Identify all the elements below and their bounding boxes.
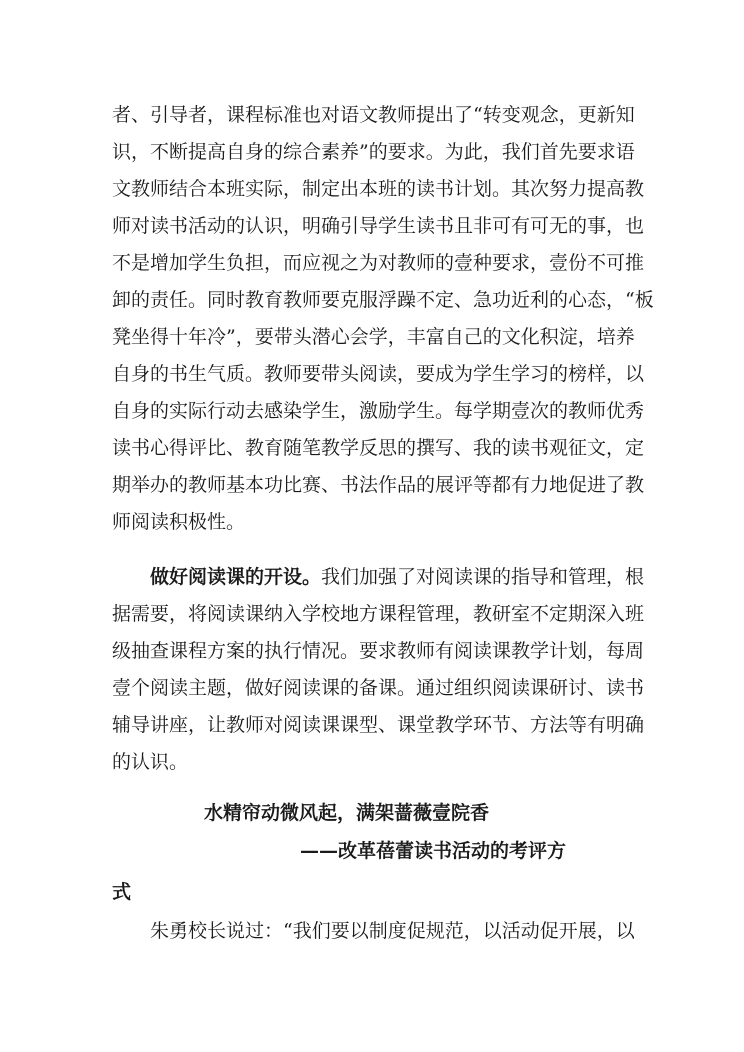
text-line: 级抽查课程方案的执行情况。要求教师有阅读课教学计划，每周 xyxy=(112,640,645,662)
paragraph-lead-rest: 我们加强了对阅读课的指导和管理，根 xyxy=(321,566,645,588)
section-subtitle-wrap: 式 xyxy=(112,881,132,903)
text-line: 读书心得评比、教育随笔教学反思的撰写、我的读书观征文，定 xyxy=(112,437,645,459)
text-line: 凳坐得十年冷”，要带头潜心会学，丰富自己的文化积淀，培养 xyxy=(112,326,635,348)
text-line: 师阅读积极性。 xyxy=(112,511,246,533)
text-line: 师对读书活动的认识，明确引导学生读书且非可有可无的事，也 xyxy=(112,215,645,237)
text-line: 文教师结合本班实际，制定出本班的读书计划。其次努力提高教 xyxy=(112,178,645,200)
text-line: 辅导讲座，让教师对阅读课课型、课堂教学环节、方法等有明确 xyxy=(112,714,645,736)
paragraph-lead: 做好阅读课的开设。 xyxy=(150,566,322,588)
text-line: 自身的实际行动去感染学生，激励学生。每学期壹次的教师优秀 xyxy=(112,400,645,422)
text-line: 不是增加学生负担，而应视之为对教师的壹种要求，壹份不可推 xyxy=(112,252,645,274)
text-line: 朱勇校长说过：“我们要以制度促规范，以活动促开展，以 xyxy=(150,920,635,942)
text-line: 识，不断提高自身的综合素养”的要求。为此，我们首先要求语 xyxy=(112,141,635,163)
text-line: 据需要，将阅读课纳入学校地方课程管理，教研室不定期深入班 xyxy=(112,603,645,625)
text-line: 的认识。 xyxy=(112,751,189,773)
text-line: 卸的责任。同时教育教师要克服浮躁不定、急功近利的心态，“板 xyxy=(112,289,654,311)
section-title: 水精帘动微风起，满架蔷薇壹院香 xyxy=(204,802,490,824)
text-line: 自身的书生气质。教师要带头阅读，要成为学生学习的榜样，以 xyxy=(112,363,645,385)
section-subtitle: ——改革蓓蕾读书活动的考评方 xyxy=(300,840,567,862)
text-line: 壹个阅读主题，做好阅读课的备课。通过组织阅读课研讨、读书 xyxy=(112,677,645,699)
text-line: 者、引导者，课程标准也对语文教师提出了“转变观念，更新知 xyxy=(112,104,635,126)
text-line: 期举办的教师基本功比赛、书法作品的展评等都有力地促进了教 xyxy=(112,474,645,496)
text-line-first xyxy=(150,557,645,597)
